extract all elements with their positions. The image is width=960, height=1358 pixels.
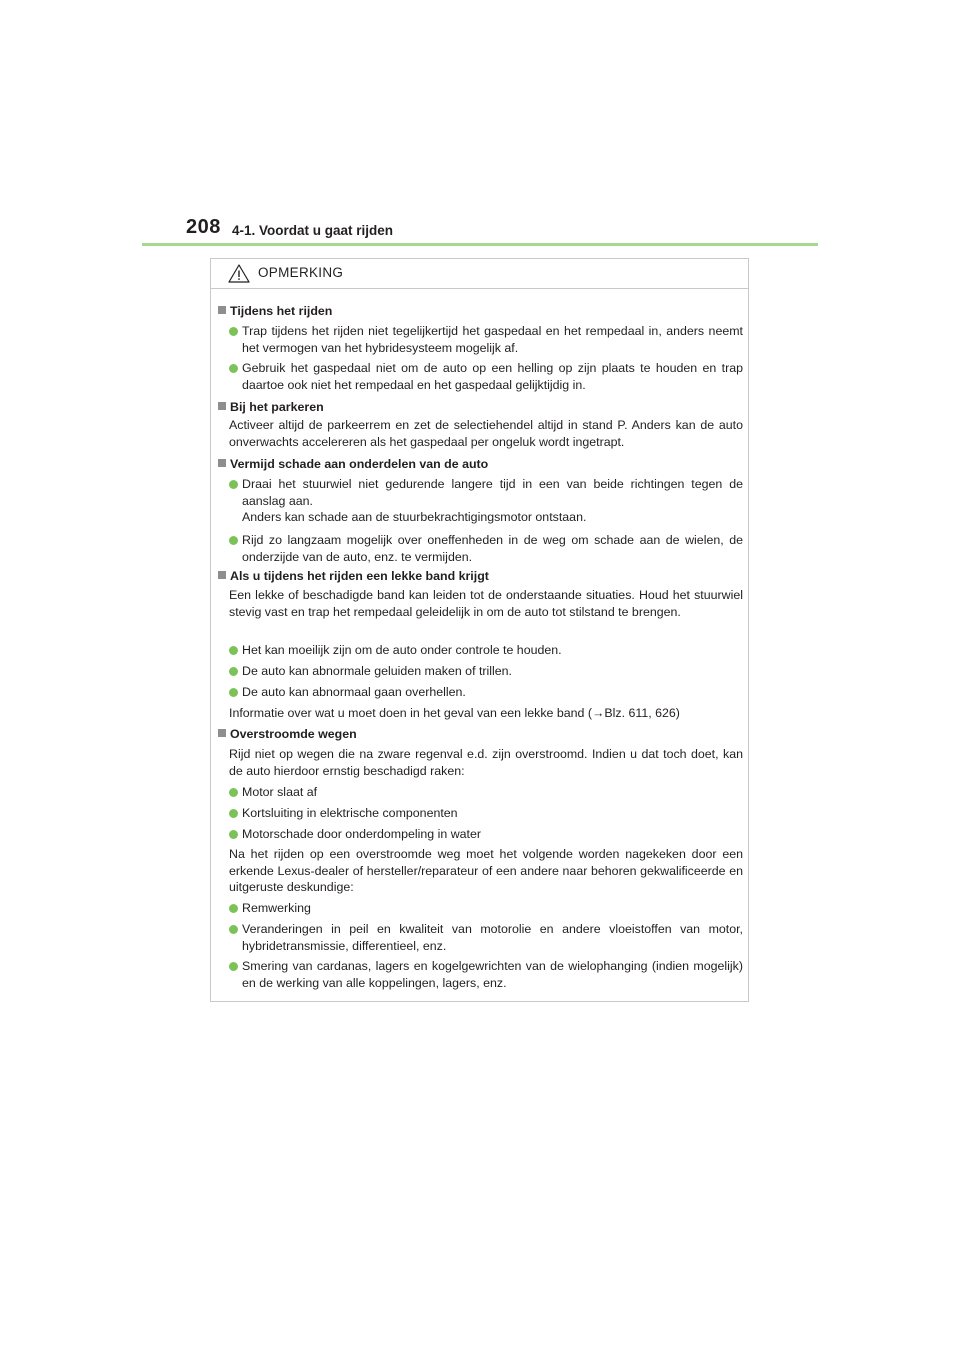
section-heading: Overstroomde wegen: [218, 726, 357, 743]
section-heading: Tijdens het rijden: [218, 303, 332, 320]
list-item: Draai het stuurwiel niet gedurende langere tijd in een van beide richtingen tegen de aanslag aan.: [229, 476, 743, 509]
paragraph: Rijd niet op wegen die na zware regenval e.d. zijn overstroomd. Indien u dat toch doet, kan de auto hierdoor ernstig beschadigd raken:: [229, 747, 743, 778]
bullet-icon: [229, 480, 238, 489]
page-number: 208: [186, 216, 221, 238]
warning-triangle-icon: [228, 264, 250, 283]
bullet-icon: [229, 962, 238, 971]
bullet-icon: [229, 904, 238, 913]
bullet-icon: [229, 667, 238, 676]
list-item: Motorschade door onderdompeling in water: [229, 826, 743, 843]
bullet-icon: [229, 646, 238, 655]
bullet-icon: [229, 925, 238, 934]
bullet-icon: [229, 327, 238, 336]
list-item: Remwerking: [229, 900, 743, 917]
paragraph: Informatie over wat u moet doen in het geval van een lekke band (→Blz. 611, 626): [229, 706, 680, 720]
list-item: Het kan moeilijk zijn om de auto onder controle te houden.: [229, 642, 743, 659]
list-item: Rijd zo langzaam mogelijk over oneffenheden in de weg om schade aan de wielen, de onderzijde van de auto, enz. te vermijden.: [229, 532, 743, 565]
paragraph: Anders kan schade aan de stuurbekrachtigingsmotor ontstaan.: [242, 510, 587, 524]
page-header: [186, 216, 826, 246]
paragraph: Een lekke of beschadigde band kan leiden tot de onderstaande situaties. Houd het stuurwiel stevig vast en trap het rempedaal geleidelijk in om de auto tot stilstand te brengen.: [229, 588, 743, 619]
bullet-icon: [229, 809, 238, 818]
list-item: Kortsluiting in elektrische componenten: [229, 805, 743, 822]
bullet-icon: [229, 364, 238, 373]
notice-title: OPMERKING: [258, 265, 344, 280]
notice-header: [211, 259, 748, 289]
list-item: De auto kan abnormale geluiden maken of trillen.: [229, 663, 743, 680]
section-title: 4-1. Voordat u gaat rijden: [232, 223, 394, 238]
notice-box: [210, 258, 749, 1002]
section-heading: Als u tijdens het rijden een lekke band krijgt: [218, 568, 489, 585]
bullet-icon: [229, 788, 238, 797]
list-item: Gebruik het gaspedaal niet om de auto op een helling op zijn plaats te houden en trap daartoe ook niet het rempedaal en het gaspedaal gelijktijdig in.: [229, 360, 743, 393]
section-heading: Bij het parkeren: [218, 399, 324, 416]
paragraph: Activeer altijd de parkeerrem en zet de selectiehendel altijd in stand P. Anders kan de auto onverwachts accelereren als het gaspedaal per ongeluk wordt ingetrapt.: [229, 418, 743, 449]
list-item: Trap tijdens het rijden niet tegelijkertijd het gaspedaal en het rempedaal in, anders neemt het vermogen van het hybridesysteem mogelijk af.: [229, 323, 743, 356]
list-item: De auto kan abnormaal gaan overhellen.: [229, 684, 743, 701]
header-divider: [142, 243, 818, 246]
list-item: Motor slaat af: [229, 784, 743, 801]
paragraph: Na het rijden op een overstroomde weg moet het volgende worden nagekeken door een erkende Lexus-dealer of hersteller/reparateur of een andere naar behoren gekwalificeerde en uitgeruste deskundige:: [229, 847, 743, 895]
section-heading: Vermijd schade aan onderdelen van de auto: [218, 456, 488, 473]
bullet-icon: [229, 536, 238, 545]
bullet-icon: [229, 688, 238, 697]
bullet-icon: [229, 830, 238, 839]
list-item: Veranderingen in peil en kwaliteit van motorolie en andere vloeistoffen van motor, hybridetransmissie, differentieel, enz.: [229, 921, 743, 954]
list-item: Smering van cardanas, lagers en kogelgewrichten van de wielophanging (indien mogelijk) en de werking van alle koppelingen, lagers, enz.: [229, 958, 743, 991]
